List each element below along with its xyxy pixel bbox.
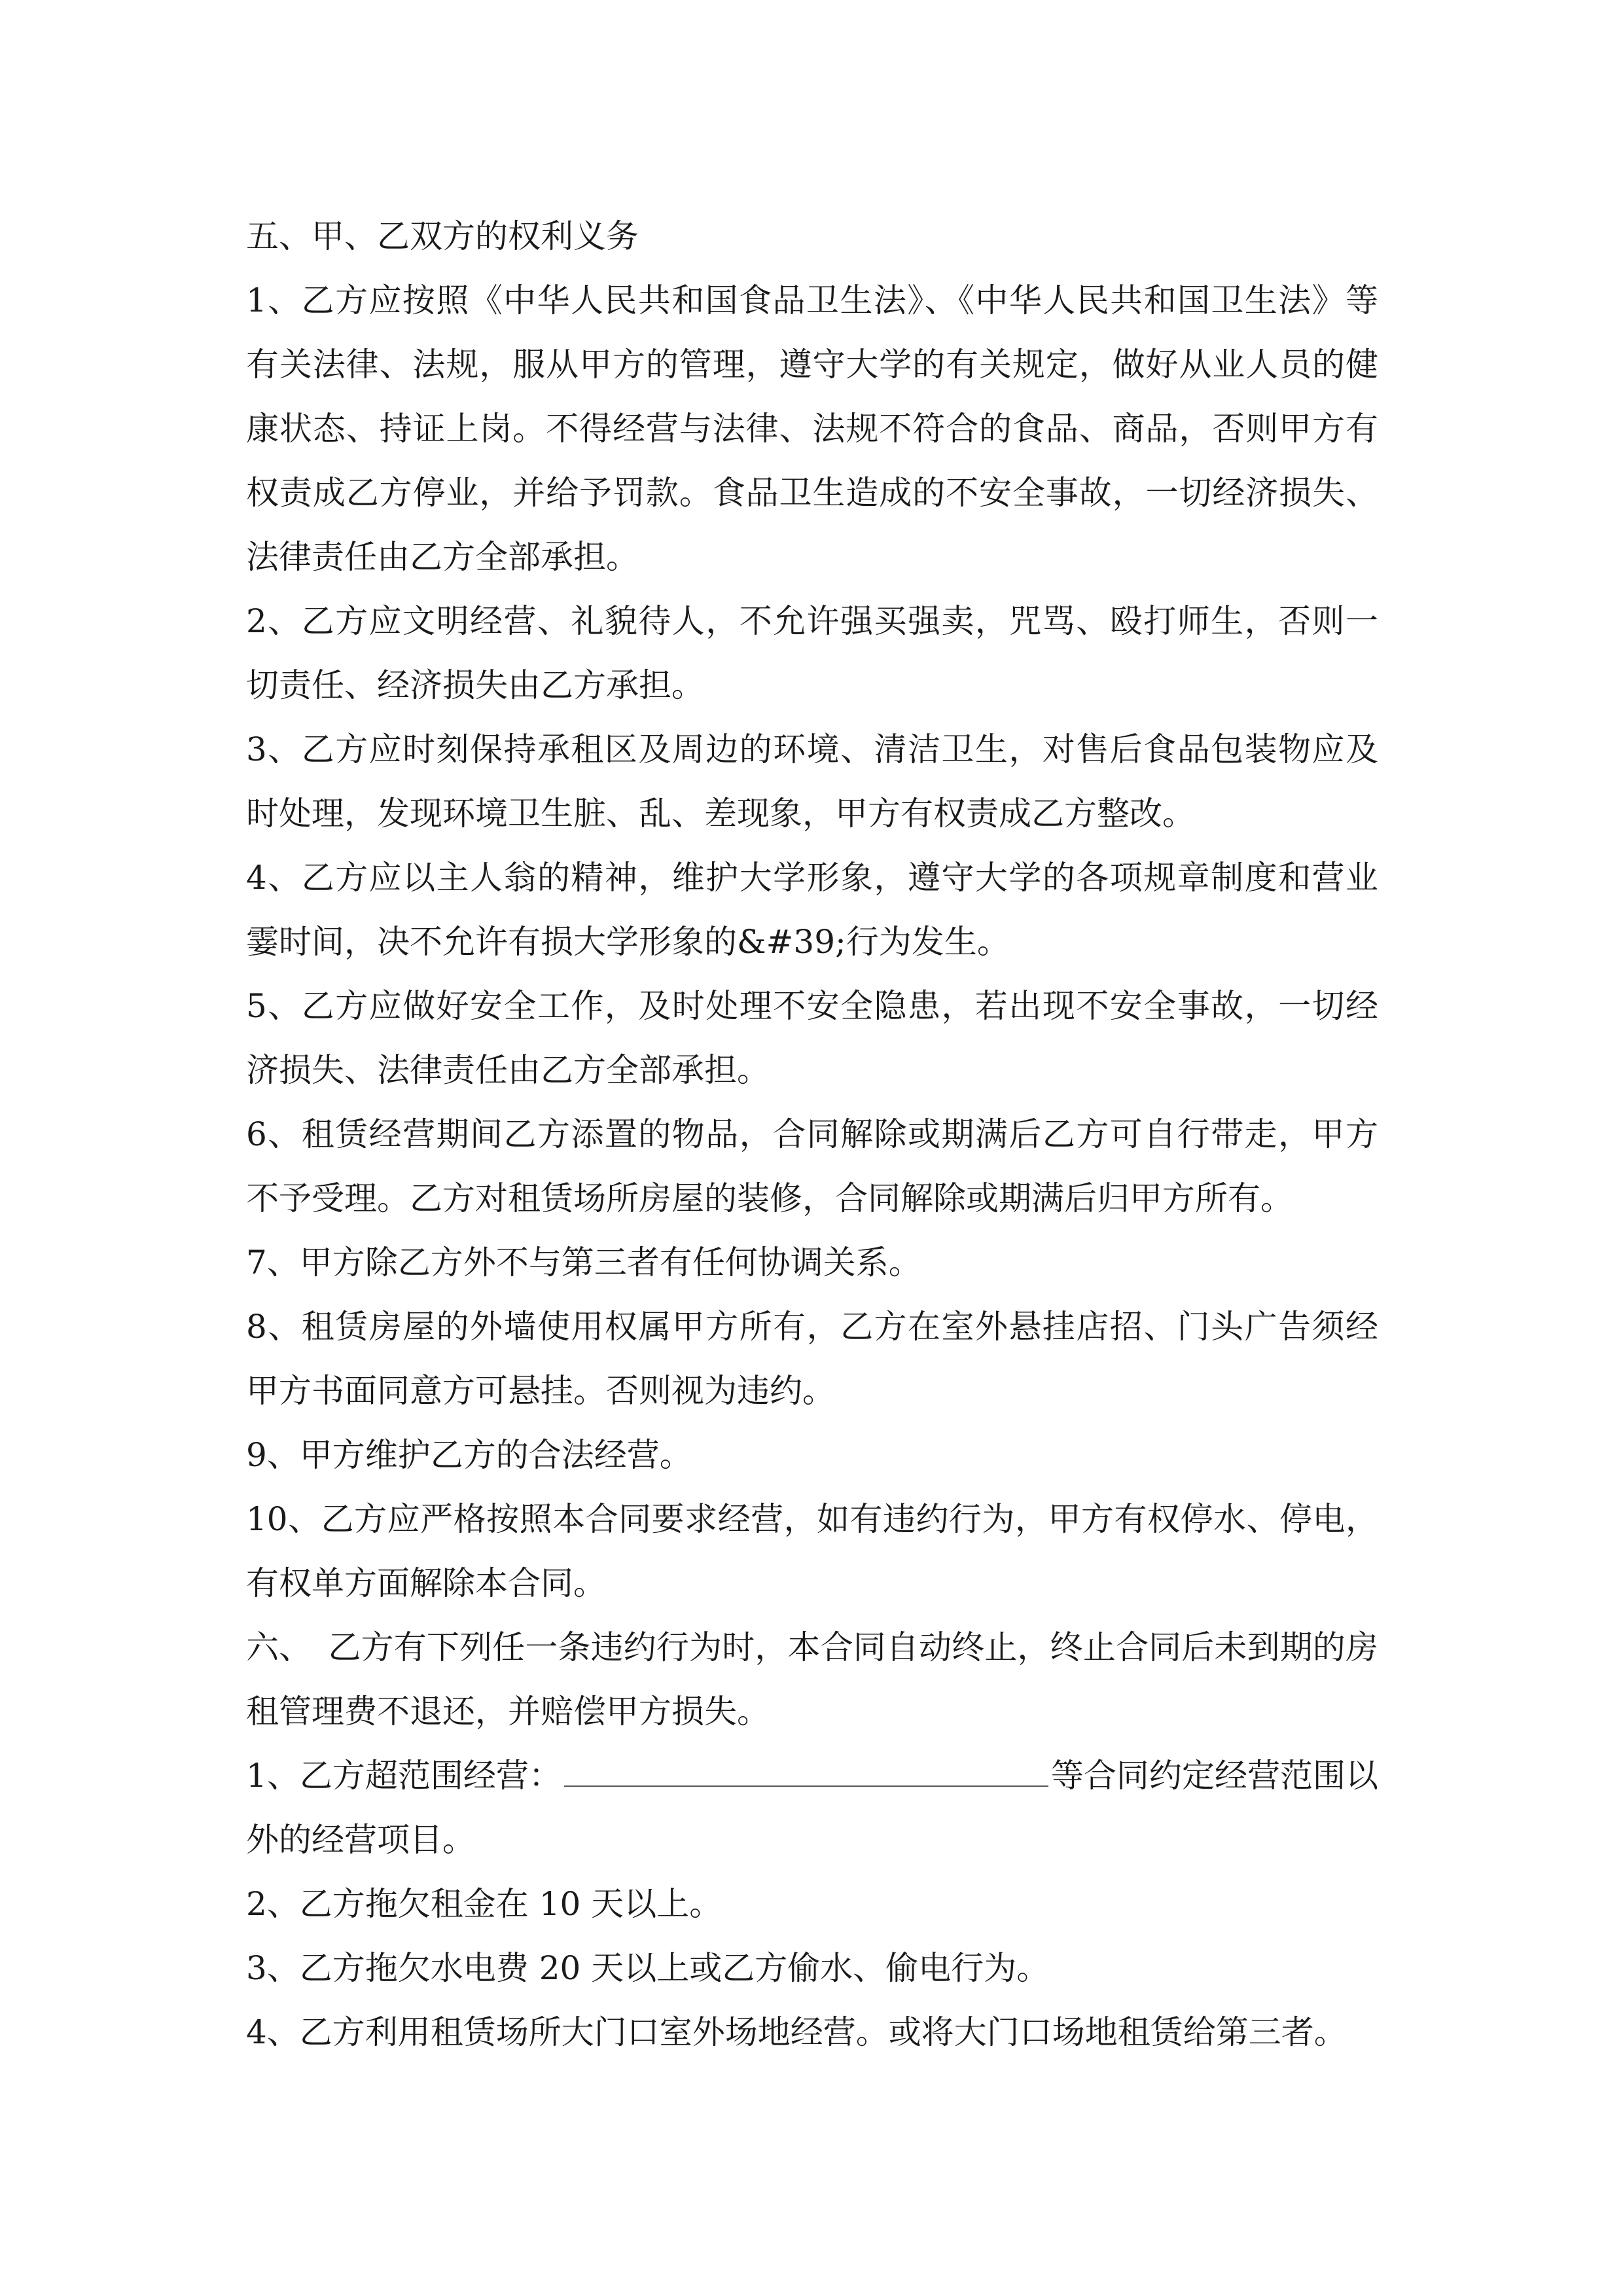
- breach-item-1-suffix: 等合同约定经营范围以外的经营项目。: [246, 1757, 1378, 1859]
- clause-10: 10、乙方应严格按照本合同要求经营，如有违约行为，甲方有权停水、停电，有权单方面解除本合同。: [246, 1500, 1378, 1602]
- clause-6: 6、租赁经营期间乙方添置的物品，合同解除或期满后乙方可自行带走，甲方不予受理。乙方对租赁场所房屋的装修，合同解除或期满后归甲方所有。: [246, 1115, 1378, 1217]
- clause-3: 3、乙方应时刻保持承租区及周边的环境、清洁卫生，对售后食品包装物应及时处理，发现环境卫生脏、乱、差现象，甲方有权责成乙方整改。: [246, 730, 1378, 833]
- breach-item-1: [246, 1744, 1378, 1872]
- section-6-heading: 六、 乙方有下列任一条违约行为时，本合同自动终止，终止合同后未到期的房租管理费不退还，并赔偿甲方损失。: [246, 1628, 1378, 1731]
- document-body: [246, 204, 1378, 2064]
- breach-item-1-prefix: 1、乙方超范围经营：: [246, 1757, 562, 1795]
- clause-4: 4、乙方应以主人翁的精神，维护大学形象，遵守大学的各项规章制度和营业霎时间，决不允许有损大学形象的&#39;行为发生。: [246, 859, 1378, 961]
- clause-1: 1、乙方应按照《中华人民共和国食品卫生法》、《中华人民共和国卫生法》等有关法律、法规，服从甲方的管理，遵守大学的有关规定，做好从业人员的健康状态、持证上岗。不得经营与法律、法规不符合的食品、商品，否则甲方有权责成乙方停业，并给予罚款。食品卫生造成的不安全事故，一切经济损失、法律责任由乙方全部承担。: [246, 281, 1378, 576]
- clause-9: 9、甲方维护乙方的合法经营。: [246, 1436, 692, 1474]
- breach-item-2: 2、乙方拖欠租金在 10 天以上。: [246, 1885, 722, 1923]
- clause-7: 7、甲方除乙方外不与第三者有任何协调关系。: [246, 1244, 921, 1282]
- breach-item-3: 3、乙方拖欠水电费 20 天以上或乙方偷水、偷电行为。: [246, 1949, 1050, 1987]
- clause-5: 5、乙方应做好安全工作，及时处理不安全隐患，若出现不安全事故，一切经济损失、法律责任由乙方全部承担。: [246, 987, 1378, 1089]
- section-heading: 五、甲、乙双方的权利义务: [246, 217, 639, 255]
- fill-in-blank-line[interactable]: [564, 1751, 1048, 1787]
- clause-8: 8、租赁房屋的外墙使用权属甲方所有，乙方在室外悬挂店招、门头广告须经甲方书面同意方可悬挂。否则视为违约。: [246, 1308, 1378, 1410]
- breach-item-4: 4、乙方利用租赁场所大门口室外场地经营。或将大门口场地租赁给第三者。: [246, 2013, 1347, 2051]
- clause-2: 2、乙方应文明经营、礼貌待人，不允许强买强卖，咒骂、殴打师生，否则一切责任、经济损失由乙方承担。: [246, 602, 1378, 704]
